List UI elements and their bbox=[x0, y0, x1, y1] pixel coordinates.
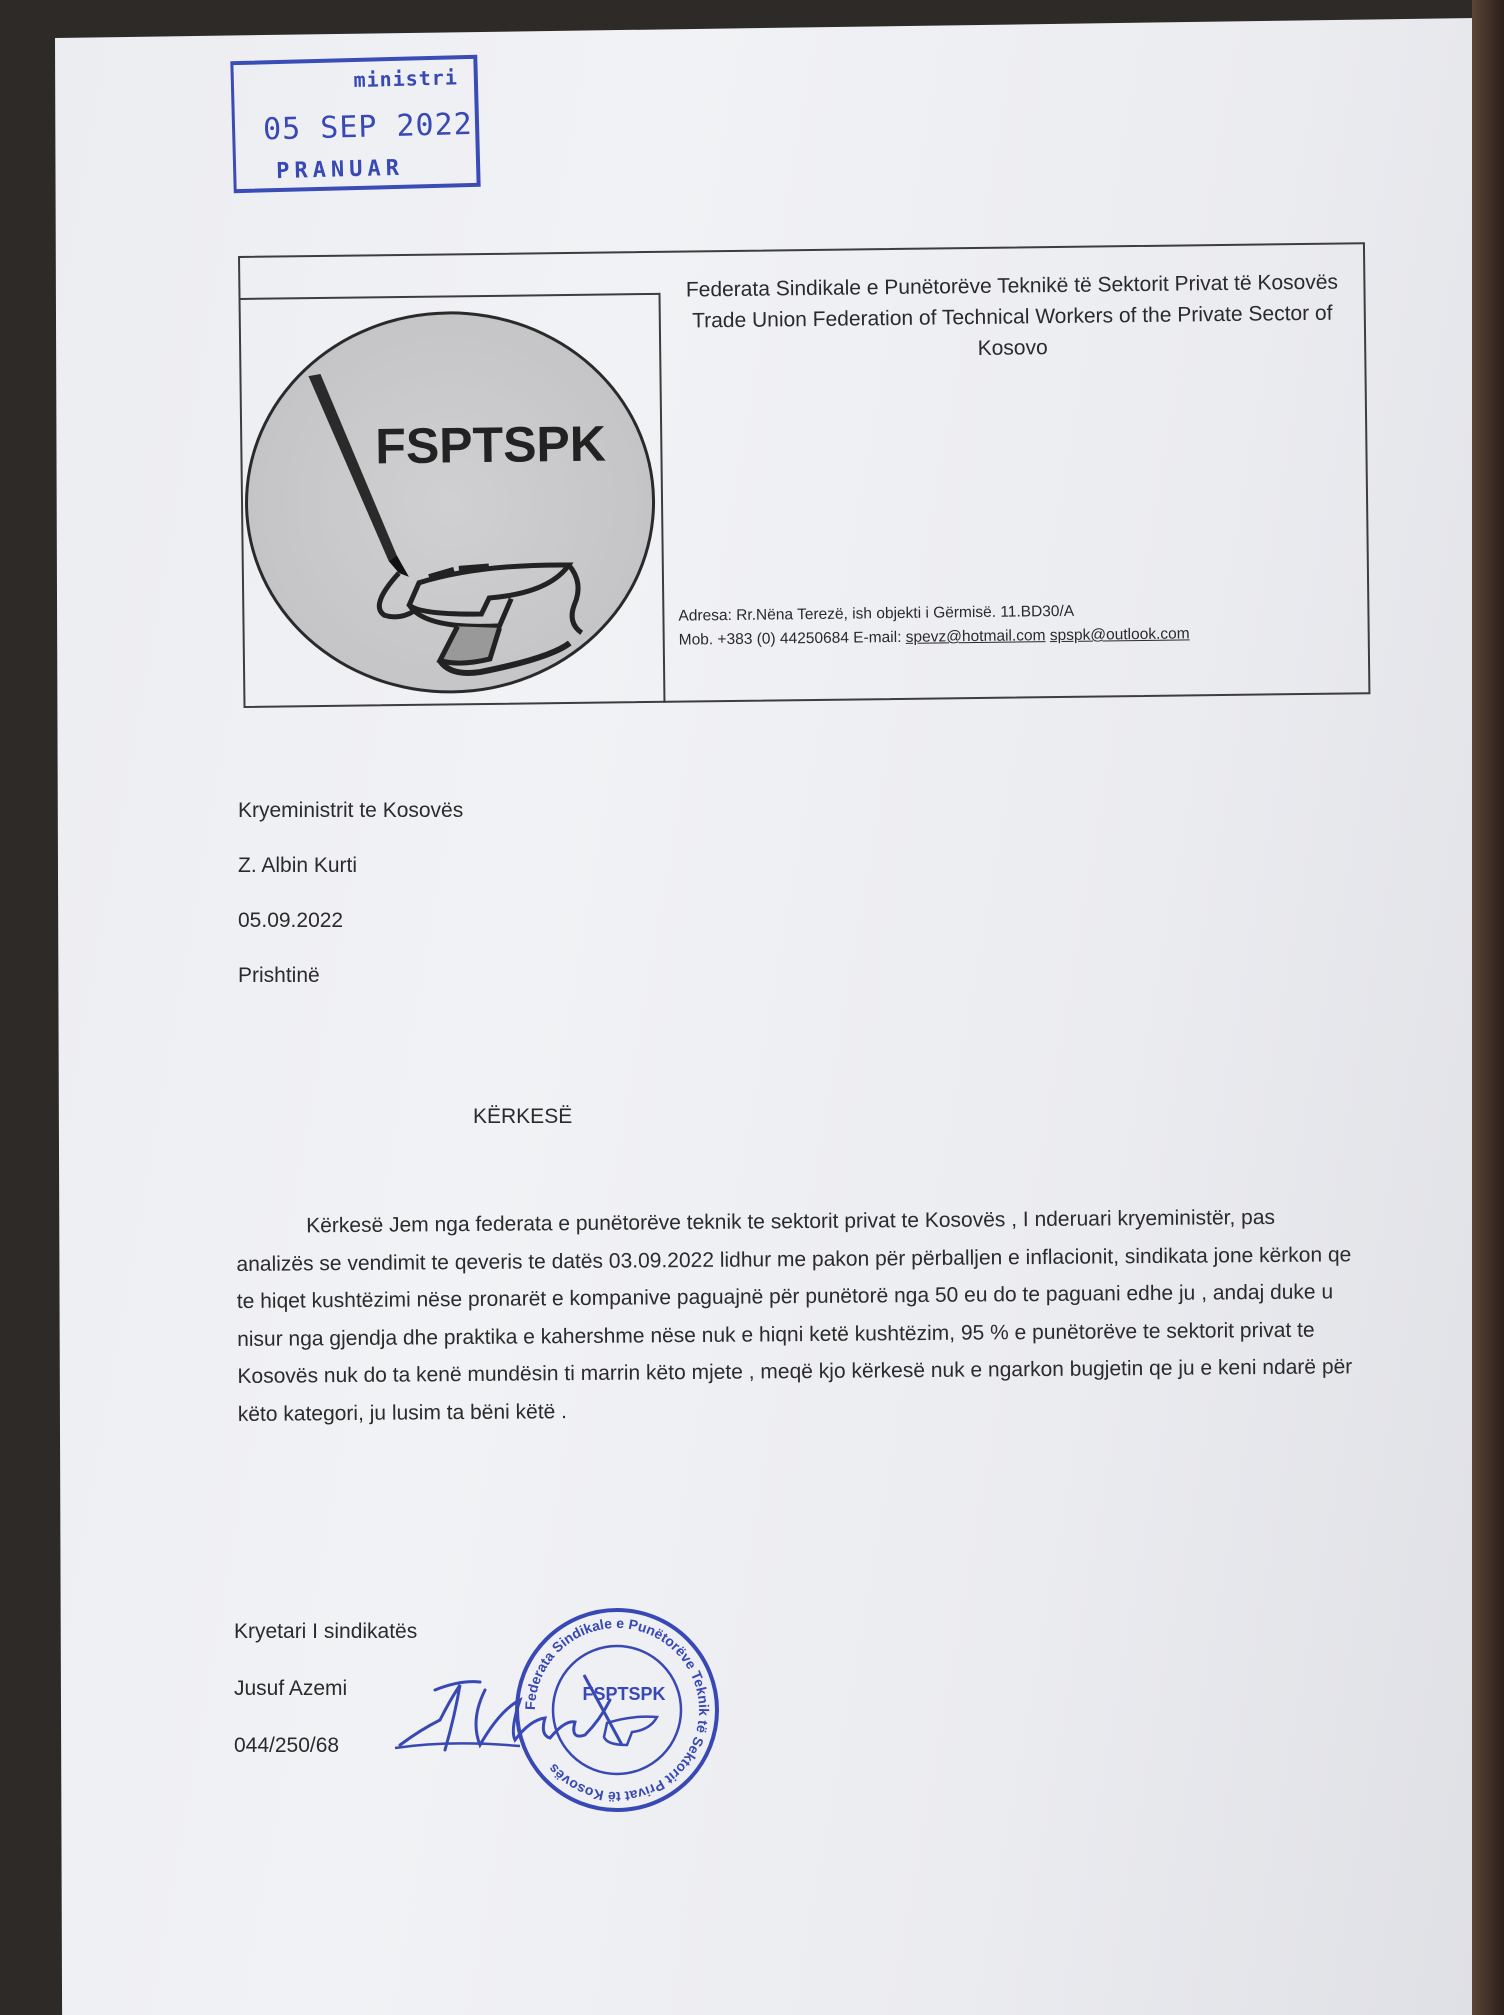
pen-anvil-icon bbox=[246, 312, 655, 693]
union-seal bbox=[512, 1605, 722, 1815]
letterhead bbox=[238, 242, 1370, 708]
seal-center-text: FSPTSPK bbox=[582, 1684, 666, 1704]
org-address: Adresa: Rr.Nëna Terezë, ish objekti i Gërmisë. 11.BD30/A bbox=[678, 602, 1075, 625]
logo bbox=[243, 309, 658, 696]
signer-phone: 044/250/68 bbox=[234, 1734, 340, 1757]
letter-date: 05.09.2022 bbox=[238, 909, 344, 932]
received-stamp bbox=[230, 55, 480, 193]
email-link-1[interactable]: spevz@hotmail.com bbox=[905, 627, 1046, 646]
svg-text:Federata Sindikale e Punëtorëv bbox=[522, 1615, 712, 1805]
org-name-albanian: Federata Sindikale e Punëtorëve Teknikë të Sektorit Privat të Kosovës bbox=[685, 270, 1339, 302]
org-phone-email bbox=[679, 622, 1190, 652]
subject-heading: KËRKESË bbox=[473, 1105, 573, 1128]
body-paragraph: Kërkesë Jem nga federata e punëtorëve teknik te sektorit privat te Kosovës , I nderuari kryeministër, pas analizës se vendimit te qeveris te datës 03.09.2022 lidhur me pakon për përballjen e inflacionit, sindikata jone kërkon qe te hiqet kushtëzimi nëse pronarët e kompanive paguajnë për punëtorë nga 50 eu do te paguani edhe ju , andaj duke u nisur nga gjendja dhe praktika e kahershme nëse nuk e hiqni ketë kushtëzim, 95 % e punëtorëve te sektorit privat te Kosovës nuk do ta kenë mundësin ti marrin këto mjete , meqë kjo kërkesë nuk e ngarkon bugjetin qe ju e keni ndarë për këto kategori, ju lusim ta bëni këtë . bbox=[236, 1205, 1353, 1426]
org-phone: Mob. +383 (0) 44250684 E-mail: bbox=[678, 628, 902, 649]
recipient-block bbox=[238, 783, 463, 1003]
email-link-2[interactable]: spspk@outlook.com bbox=[1049, 625, 1190, 645]
org-contact bbox=[678, 598, 1189, 652]
letter-place: Prishtinë bbox=[238, 964, 320, 987]
organization-info bbox=[660, 244, 1368, 673]
signer-name: Jusuf Azemi bbox=[234, 1677, 348, 1700]
logo-acronym: FSPTSPK bbox=[374, 415, 607, 475]
stamp-date: 05 SEP 2022 bbox=[262, 106, 474, 148]
stamp-office: ministri bbox=[353, 65, 459, 93]
recipient-line-1: Kryeministrit te Kosovës bbox=[238, 799, 464, 822]
seal-ring-text: Federata Sindikale e Punëtorëve Teknik të Sektorit Privat të Kosovës bbox=[521, 1614, 713, 1806]
recipient-line-2: Z. Albin Kurti bbox=[238, 854, 358, 877]
stamp-received-label: PRANUAR bbox=[275, 155, 405, 185]
org-name-english: Trade Union Federation of Technical Workers of the Private Sector of Kosovo bbox=[691, 301, 1333, 360]
table-edge bbox=[1472, 0, 1504, 2015]
logo-cell bbox=[241, 293, 666, 708]
signer-title: Kryetari I sindikatës bbox=[234, 1620, 418, 1643]
